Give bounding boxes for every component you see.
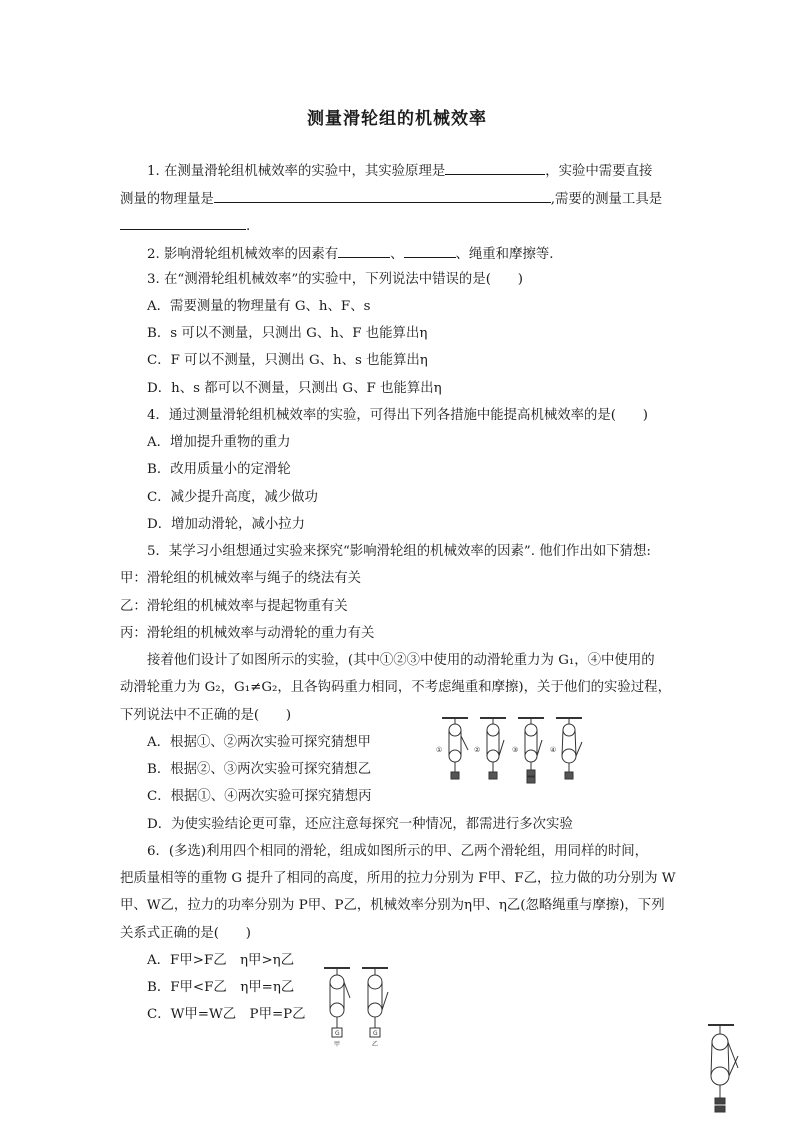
q4-option-d: D．增加动滑轮，减小拉力 bbox=[147, 517, 306, 532]
q3-option-d: D．h、s 都可以不测量，只测出 G、F 也能算出η bbox=[147, 381, 442, 396]
q2-sep: 、 bbox=[390, 247, 404, 262]
page-title: 测量滑轮组的机械效率 bbox=[307, 109, 487, 129]
q2-text-1: 2. 影响滑轮组机械效率的因素有 bbox=[147, 247, 339, 262]
pulley-setup-1 bbox=[442, 718, 468, 779]
q1-line2 bbox=[120, 189, 662, 209]
q1-blank-tools bbox=[120, 216, 246, 230]
q1-blank-quantities bbox=[214, 189, 551, 203]
q3-option-a: A．需要测量的物理量有 G、h、F、s bbox=[147, 299, 371, 314]
q5-para-2: 动滑轮重力为 G₂，G₁≠G₂，且各钩码重力相同，不考虑绳重和摩擦)，关于他们的实验过程， bbox=[120, 680, 671, 695]
q1-text-2: ，实验中需要直接 bbox=[545, 164, 653, 179]
q6-pulley-figure bbox=[318, 966, 398, 1050]
q5-para-1: 接着他们设计了如图所示的实验，(其中①②③中使用的动滑轮重力为 G₁，④中使用的 bbox=[147, 653, 655, 668]
q6-option-a: A．F甲>F乙 η甲>η乙 bbox=[147, 953, 295, 968]
q6-option-b: B．F甲<F乙 η甲=η乙 bbox=[147, 980, 295, 995]
q5-option-a: A．根据①、②两次实验可探究猜想甲 bbox=[147, 735, 371, 750]
q6-line-3: 甲、W乙，拉力的功率分别为 P甲、P乙，机械效率分别为η甲、η乙(忽略绳重与摩擦)，下列 bbox=[120, 898, 665, 913]
q5-option-d: D．为使实验结论更可靠，还应注意每探究一种情况，都需进行多次实验 bbox=[147, 817, 573, 832]
q2-line bbox=[147, 244, 554, 264]
q2-text-2: 、绳重和摩擦等. bbox=[455, 247, 554, 262]
weight-label-jia: G bbox=[335, 1030, 340, 1037]
fig-label-4: ④ bbox=[550, 746, 557, 754]
q2-blank-1 bbox=[338, 244, 390, 258]
label-jia: 甲 bbox=[334, 1041, 341, 1048]
fig-label-1: ① bbox=[436, 746, 443, 754]
q5-option-c: C．根据①、④两次实验可探究猜想丙 bbox=[147, 789, 372, 804]
q3-option-c: C．F 可以不测量，只测出 G、h、s 也能算出η bbox=[147, 353, 428, 368]
q5-stem: 5．某学习小组想通过实验来探究“影响滑轮组的机械效率的因素”. 他们作出如下猜想: bbox=[147, 544, 651, 559]
pulley-group-jia bbox=[324, 968, 350, 1037]
q5-guess-bing: 丙：滑轮组的机械效率与动滑轮的重力有关 bbox=[120, 626, 375, 641]
q5-pulley-figure bbox=[432, 716, 592, 792]
q1-text-5: . bbox=[246, 219, 251, 234]
q3-stem: 3. 在“测滑轮组机械效率”的实验中，下列说法中错误的是( ) bbox=[147, 272, 523, 287]
q1-text-3: 测量的物理量是 bbox=[120, 192, 214, 207]
q4-option-b: B．改用质量小的定滑轮 bbox=[147, 462, 291, 477]
q6-line-2: 把质量相等的重物 G 提升了相同的高度，所用的拉力分别为 F甲、F乙，拉力做的功分别为 W bbox=[120, 871, 676, 886]
q1-line3 bbox=[120, 216, 250, 236]
pulley-setup-4 bbox=[556, 718, 582, 779]
fig-label-2: ② bbox=[474, 746, 481, 754]
q6-line-1: 6．(多选)利用四个相同的滑轮，组成如图所示的甲、乙两个滑轮组，用同样的时间， bbox=[147, 844, 649, 859]
q2-blank-2 bbox=[404, 244, 456, 258]
q5-option-b: B．根据②、③两次实验可探究猜想乙 bbox=[147, 762, 372, 777]
pulley-setup-2 bbox=[480, 718, 506, 779]
q6-line-4: 关系式正确的是( ) bbox=[120, 926, 251, 941]
q5-guess-jia: 甲：滑轮组的机械效率与绳子的绕法有关 bbox=[120, 571, 362, 586]
pulley-setup-3 bbox=[518, 718, 544, 783]
q1-blank-principle bbox=[445, 161, 545, 175]
fig-label-3: ③ bbox=[512, 746, 519, 754]
weight-label-yi: G bbox=[373, 1030, 378, 1037]
extra-pulley-figure bbox=[704, 1022, 744, 1118]
q5-guess-yi: 乙：滑轮组的机械效率与提起物重有关 bbox=[120, 599, 348, 614]
q4-option-c: C．减少提升高度，减少做功 bbox=[147, 490, 318, 505]
pulley-group-yi bbox=[362, 968, 388, 1037]
q1-line1 bbox=[147, 161, 652, 181]
label-yi: 乙 bbox=[372, 1041, 379, 1048]
q1-text-4: ,需要的测量工具是 bbox=[550, 192, 663, 207]
q3-option-b: B．s 可以不测量，只测出 G、h、F 也能算出η bbox=[147, 326, 428, 341]
q1-text-1: 1. 在测量滑轮组机械效率的实验中，其实验原理是 bbox=[147, 164, 446, 179]
q5-para-3: 下列说法中不正确的是( ) bbox=[120, 708, 292, 723]
q4-stem: 4．通过测量滑轮组机械效率的实验，可得出下列各措施中能提高机械效率的是( ) bbox=[147, 408, 649, 423]
q4-option-a: A．增加提升重物的重力 bbox=[147, 435, 291, 450]
q6-option-c: C．W甲=W乙 P甲=P乙 bbox=[147, 1007, 306, 1022]
